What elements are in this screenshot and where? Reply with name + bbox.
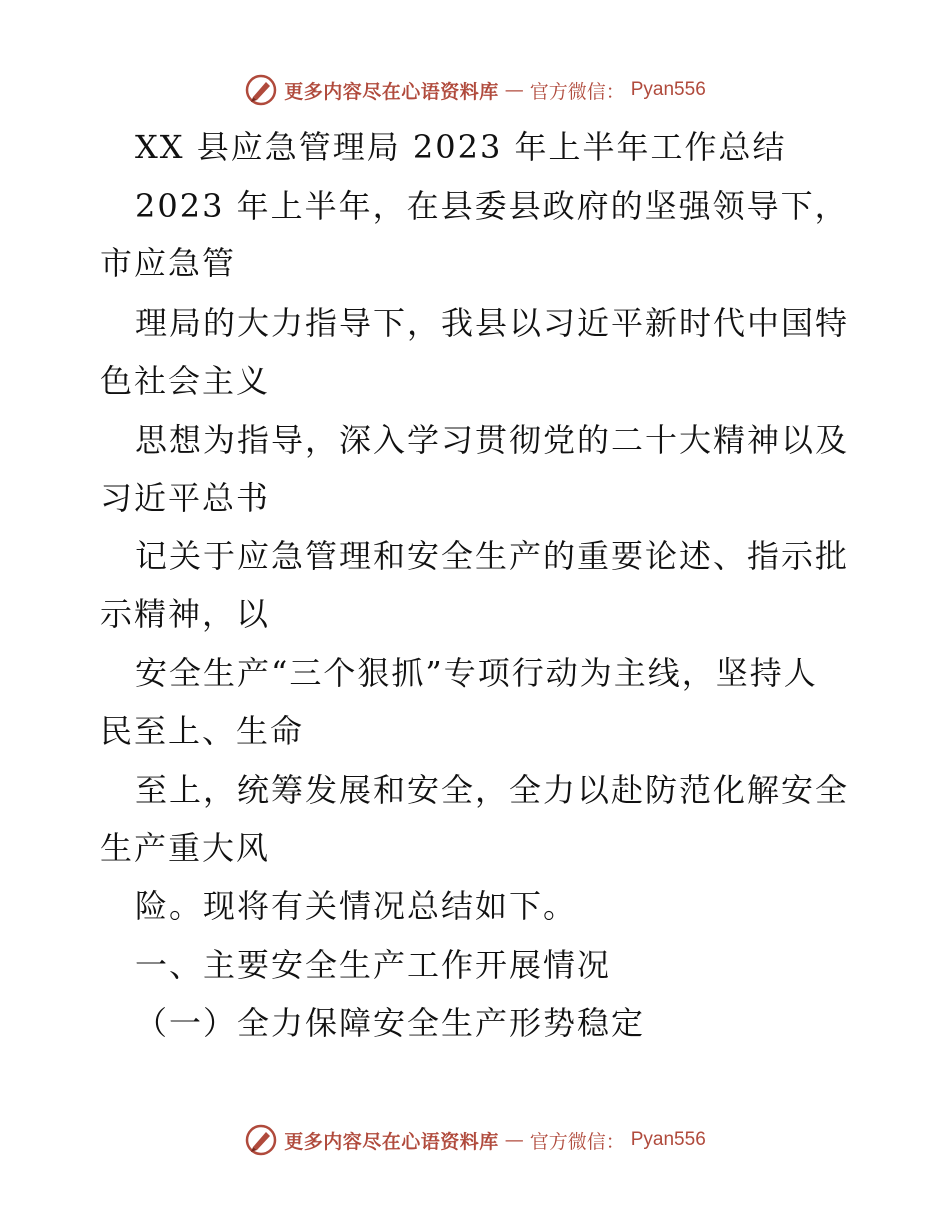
header-watermark [0,70,950,110]
watermark-separator: — [504,1129,524,1151]
body-line: 民至上、生命 [100,712,305,750]
body-line: 习近平总书 [100,479,271,517]
pen-logo-icon [244,73,278,107]
body-line: 安全生产“三个狠抓”专项行动为主线，坚持人 [135,654,818,692]
document-title: XX 县应急管理局 2023 年上半年工作总结 [135,128,787,166]
watermark-separator: — [504,79,524,101]
body-line: 至上，统筹发展和安全，全力以赴防范化解安全 [135,771,850,809]
subsection-heading: （一）全力保障安全生产形势稳定 [135,1004,646,1042]
watermark-wechat-id: Pyan556 [630,1129,706,1150]
pen-logo-icon [244,1123,278,1157]
body-line: 市应急管 [100,244,237,282]
body-line: 思想为指导，深入学习贯彻党的二十大精神以及 [135,421,850,459]
body-line: 险。现将有关情况总结如下。 [135,887,578,925]
watermark-wechat-label: 官方微信： [529,1130,625,1153]
body-line: 理局的大力指导下，我县以习近平新时代中国特 [135,304,850,342]
watermark-site-text: 更多内容尽在心语资料库 [284,80,499,103]
body-line: 2023 年上半年，在县委县政府的坚强领导下， [135,187,849,225]
watermark-site-text: 更多内容尽在心语资料库 [284,1130,499,1153]
body-line: 记关于应急管理和安全生产的重要论述、指示批 [135,537,850,575]
watermark-wechat-id: Pyan556 [630,79,706,100]
body-line: 示精神，以 [100,595,271,633]
footer-watermark [0,1120,950,1160]
watermark-wechat-label: 官方微信： [529,80,625,103]
body-line: 色社会主义 [100,362,271,400]
body-line: 生产重大风 [100,829,271,867]
section-heading: 一、主要安全生产工作开展情况 [135,946,612,984]
